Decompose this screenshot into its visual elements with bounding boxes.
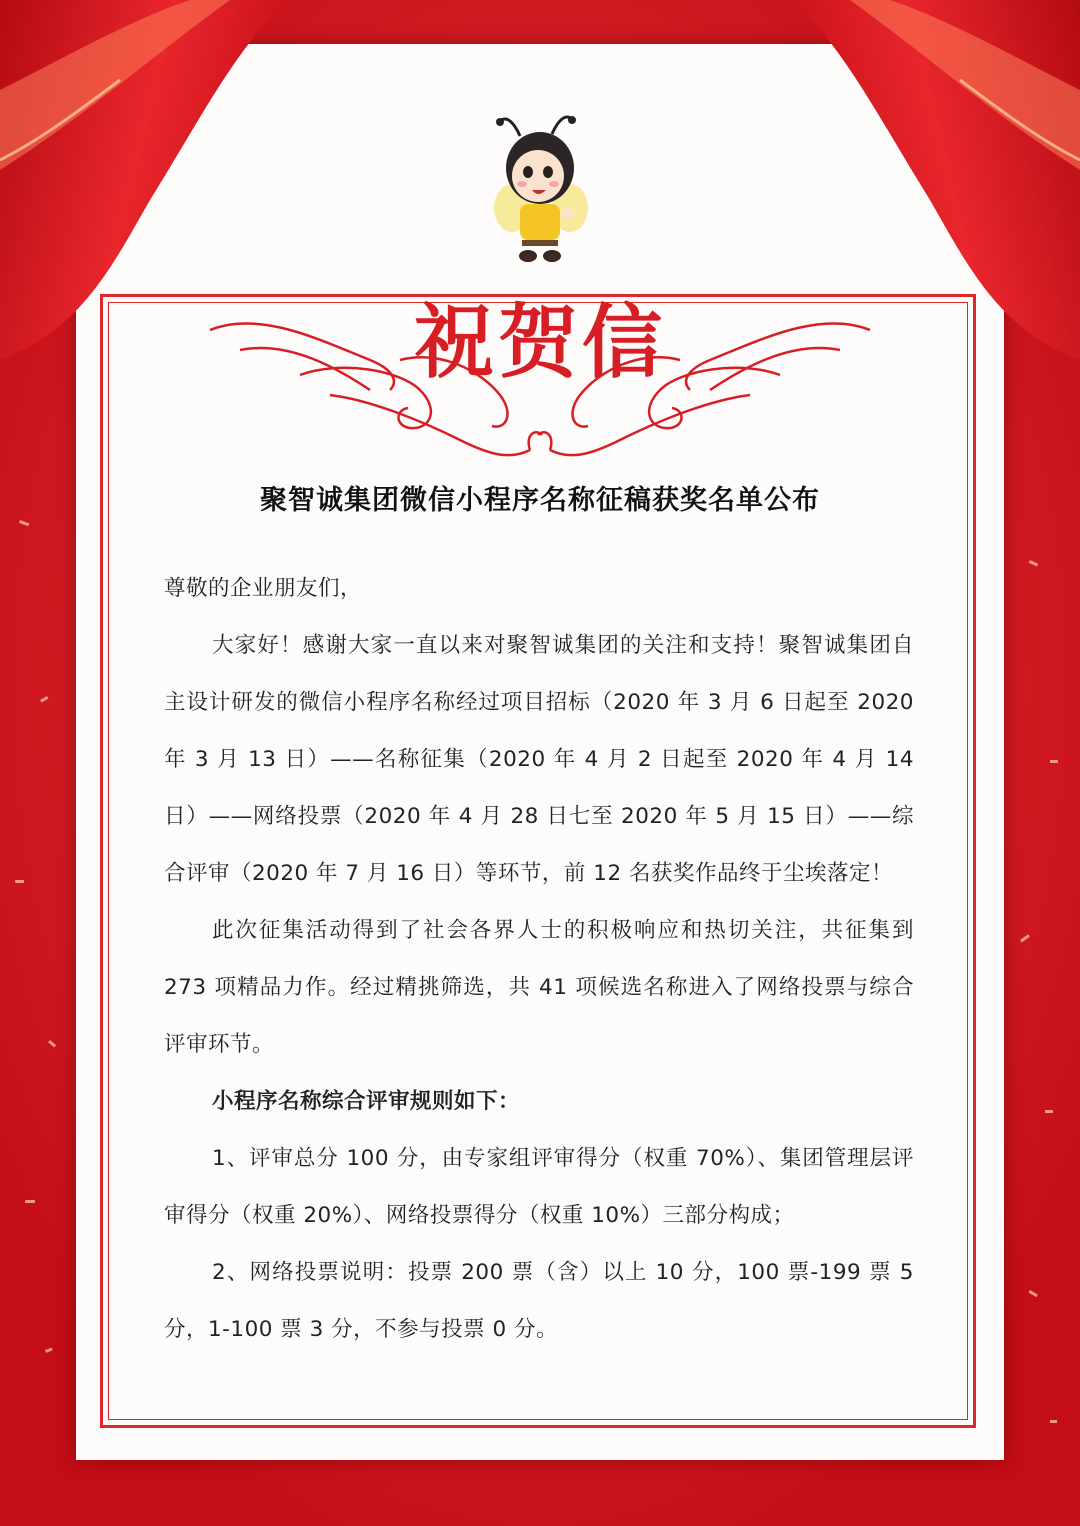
rules-title: 小程序名称综合评审规则如下： — [212, 1089, 521, 1114]
page-title: 祝贺信 — [414, 295, 666, 389]
greeting: 尊敬的企业朋友们， — [164, 576, 363, 601]
announcement-heading: 聚智诚集团微信小程序名称征稿获奖名单公布 — [260, 485, 820, 516]
letter-body — [164, 560, 914, 1358]
paragraph-2: 此次征集活动得到了社会各界人士的积极响应和热切关注，共征集到 273 项精品力作。经过精挑筛选，共 41 项候选名称进入了网络投票与综合评审环节。 — [164, 918, 914, 1057]
rule-2: 2、网络投票说明：投票 200 票（含）以上 10 分，100 票-199 票 5 分，1-100 票 3 分，不参与投票 0 分。 — [164, 1260, 914, 1342]
rule-1: 1、评审总分 100 分，由专家组评审得分（权重 70%）、集团管理层评审得分（权重 20%）、网络投票得分（权重 10%）三部分构成； — [164, 1146, 914, 1228]
paragraph-1: 大家好！感谢大家一直以来对聚智诚集团的关注和支持！聚智诚集团自主设计研发的微信小程序名称经过项目招标（2020 年 3 月 6 日起至 2020 年 3 月 13 日）——名称征集（2020 年 4 月 2 日起至 2020 年 4 月 14 日）——网络投票（2020 年 4 月 28 日七至 2020 年 5 月 15 日）——综合评审（2020 年 7 月 16 日）等环节，前 12 名获奖作品终于尘埃落定！ — [164, 633, 914, 886]
bee-mascot-icon — [490, 108, 590, 268]
